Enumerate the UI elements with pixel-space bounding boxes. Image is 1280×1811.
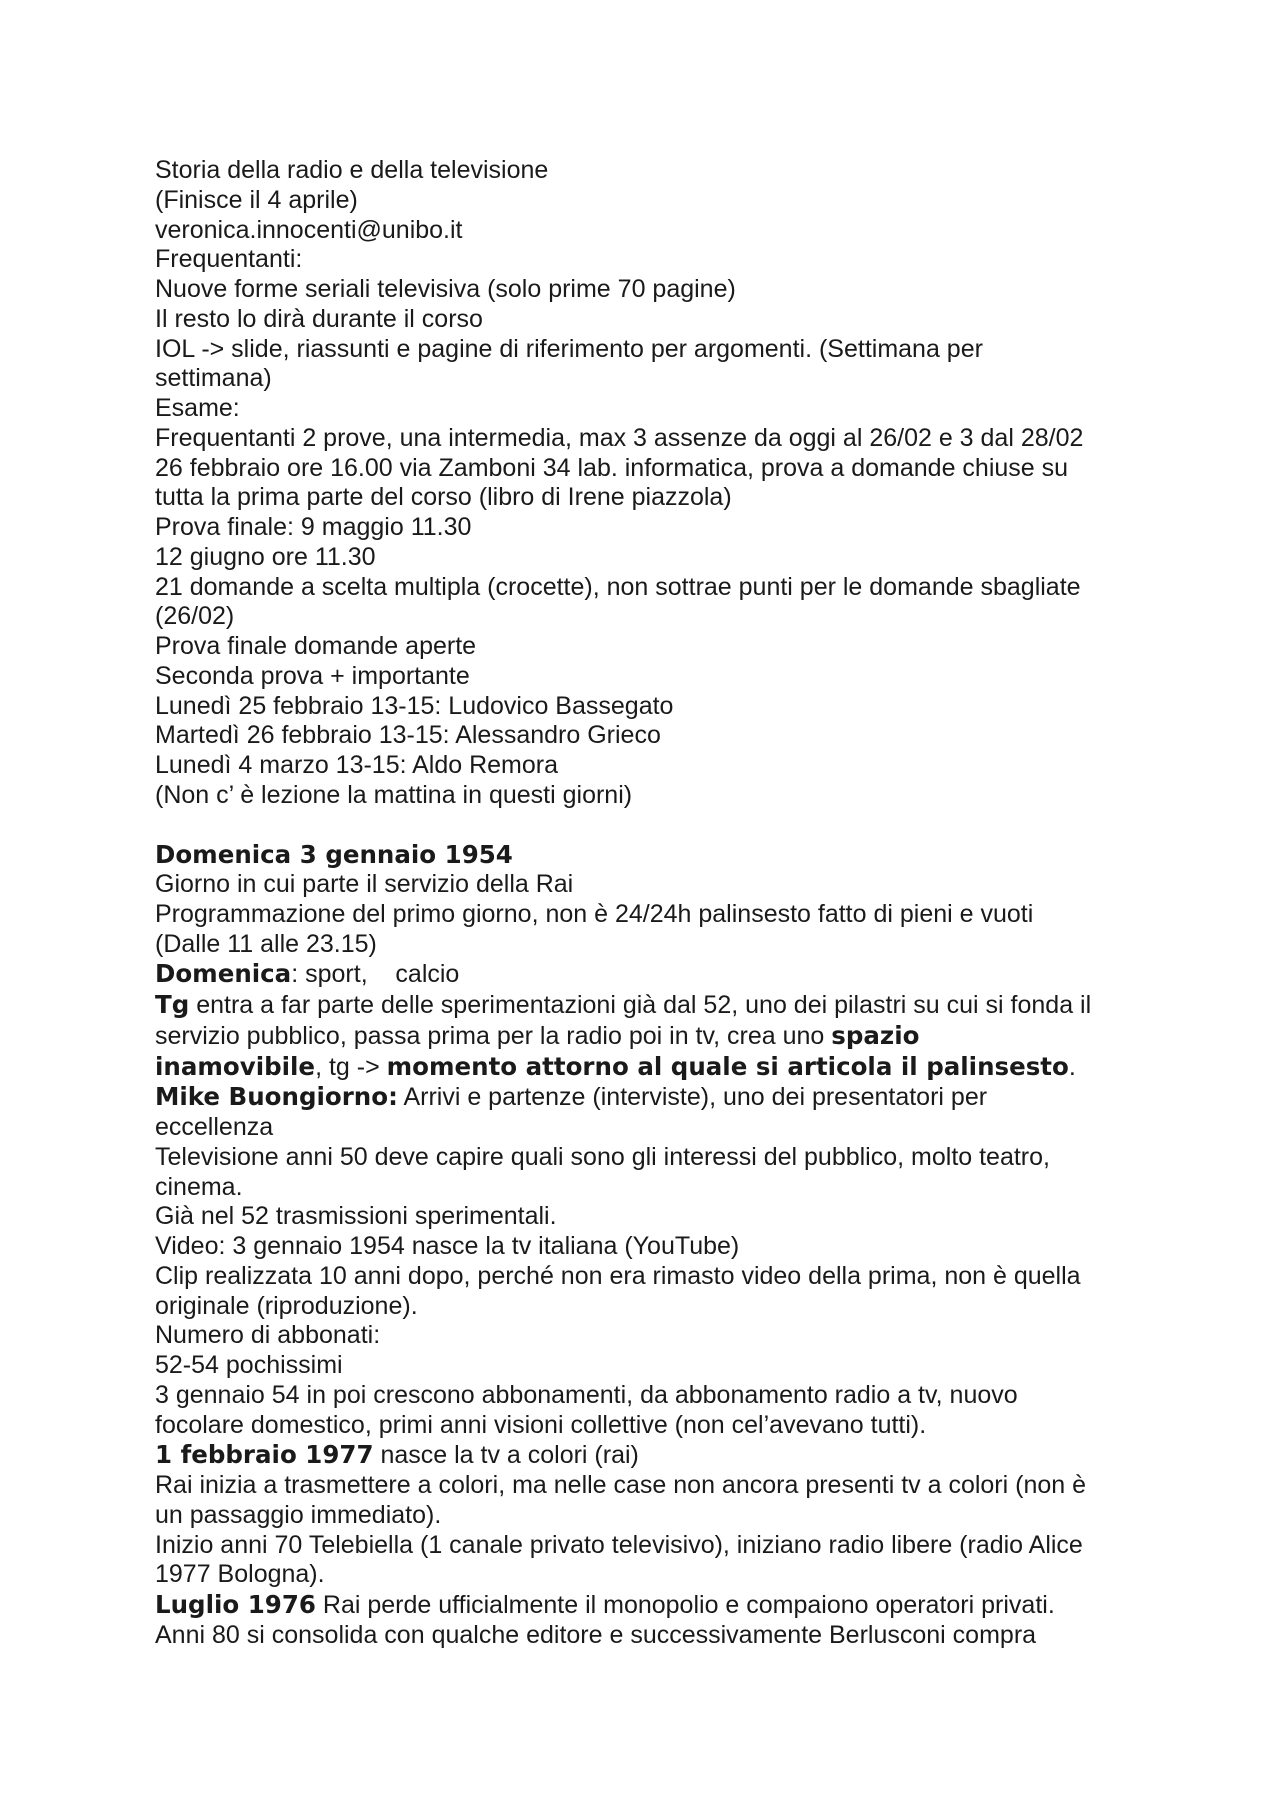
doc-title: Storia della radio e della televisione (155, 156, 549, 184)
document-page (155, 156, 1135, 1651)
text-line (155, 1440, 1135, 1471)
text-run: entra a far parte delle sperimentazioni già dal 52, uno dei pilastri su cui si fonda il (189, 991, 1092, 1019)
text-line: focolare domestico, primi anni visioni collettive (non cel’avevano tutti). (155, 1410, 927, 1439)
text-line: Nuove forme seriali televisiva (solo prime 70 pagine) (155, 275, 736, 303)
text-run: Arrivi e partenze (interviste), uno dei presentatori per (397, 1083, 988, 1112)
text-line (155, 1590, 1135, 1621)
text-line: 52-54 pochissimi (155, 1351, 343, 1379)
text-line: (Dalle 11 alle 23.15) (155, 929, 377, 958)
text-line: tutta la prima parte del corso (libro di Irene piazzola) (155, 483, 732, 512)
bold-term: Mike Buongiorno: (155, 1082, 398, 1112)
text-line: Giorno in cui parte il servizio della Rai (155, 870, 574, 898)
text-line: Prova finale: 9 maggio 11.30 (155, 513, 472, 541)
text-line (155, 959, 1135, 990)
bold-term: inamovibile (155, 1051, 316, 1081)
text-line: Lunedì 4 marzo 13-15: Aldo Remora (155, 751, 559, 779)
text-line: Frequentanti 2 prove, una intermedia, max 3 assenze da oggi al 26/02 e 3 dal 28/02 (155, 423, 1084, 452)
section-heading: Domenica 3 gennaio 1954 (155, 840, 513, 870)
text-line: Inizio anni 70 Telebiella (1 canale privato televisivo), iniziano radio libere (radio Alice (155, 1530, 1083, 1559)
bold-term: momento attorno al quale si articola il palinsesto (386, 1051, 1069, 1081)
text-line: Martedì 26 febbraio 13-15: Alessandro Grieco (155, 721, 661, 750)
text-run: : sport, calcio (291, 960, 460, 989)
text-line (155, 1052, 1135, 1083)
text-run: , tg -> (315, 1052, 387, 1081)
text-run: servizio pubblico, passa prima per la radio poi in tv, crea uno (155, 1021, 832, 1050)
text-line: settimana) (155, 364, 272, 393)
text-line: Rai inizia a trasmettere a colori, ma nelle case non ancora presenti tv a colori (non è (155, 1471, 1087, 1499)
text-run: Rai perde ufficialmente il monopolio e compaiono operatori privati. (315, 1591, 1055, 1619)
text-line: Già nel 52 trasmissioni sperimentali. (155, 1202, 557, 1231)
bold-term: Domenica (155, 959, 292, 989)
text-line: Numero di abbonati: (155, 1321, 381, 1350)
text-line: 26 febbraio ore 16.00 via Zamboni 34 lab. informatica, prova a domande chiuse su (155, 453, 1069, 482)
bold-term: spazio (831, 1020, 920, 1050)
text-line: Prova finale domande aperte (155, 632, 477, 660)
text-line: Il resto lo dirà durante il corso (155, 304, 483, 333)
text-line: Programmazione del primo giorno, non è 24/24h palinsesto fatto di pieni e vuoti (155, 899, 1034, 928)
text-line: (Finisce il 4 aprile) (155, 185, 358, 214)
text-line: eccellenza (155, 1113, 274, 1141)
bold-term: Tg (155, 990, 190, 1019)
text-line: Clip realizzata 10 anni dopo, perché non era rimasto video della prima, non è quella (155, 1261, 1081, 1290)
text-line: 1977 Bologna). (155, 1560, 325, 1589)
text-line: 12 giugno ore 11.30 (155, 542, 376, 571)
text-line (155, 1021, 1135, 1052)
text-line: un passaggio immediato). (155, 1500, 442, 1529)
paragraph-gap (155, 811, 1135, 841)
text-line: (26/02) (155, 602, 235, 631)
text-line: cinema. (155, 1172, 243, 1201)
text-line (155, 990, 1135, 1021)
text-line: originale (riproduzione). (155, 1291, 418, 1320)
text-line (155, 1082, 1135, 1113)
text-run: nasce la tv a colori (rai) (373, 1441, 639, 1470)
bold-term: Luglio 1976 (155, 1590, 316, 1619)
text-line: Video: 3 gennaio 1954 nasce la tv italiana (YouTube) (155, 1232, 740, 1260)
email-text: veronica.innocenti@unibo.it (155, 215, 463, 244)
text-line: Anni 80 si consolida con qualche editore e successivamente Berlusconi compra (155, 1620, 1037, 1649)
text-line: 3 gennaio 54 in poi crescono abbonamenti, da abbonamento radio a tv, nuovo (155, 1380, 1018, 1409)
bold-term: 1 febbraio 1977 (155, 1440, 374, 1470)
text-line: Lunedì 25 febbraio 13-15: Ludovico Bassegato (155, 691, 674, 720)
text-run: . (1068, 1052, 1076, 1081)
text-line: Frequentanti: (155, 245, 303, 274)
text-line: Televisione anni 50 deve capire quali sono gli interessi del pubblico, molto teatro, (155, 1142, 1050, 1171)
text-line: Seconda prova + importante (155, 661, 470, 690)
text-line: IOL -> slide, riassunti e pagine di riferimento per argomenti. (Settimana per (155, 334, 983, 363)
text-line: Esame: (155, 394, 240, 422)
text-line: (Non c’ è lezione la mattina in questi giorni) (155, 780, 633, 809)
text-line: 21 domande a scelta multipla (crocette), non sottrae punti per le domande sbagliate (155, 572, 1081, 601)
